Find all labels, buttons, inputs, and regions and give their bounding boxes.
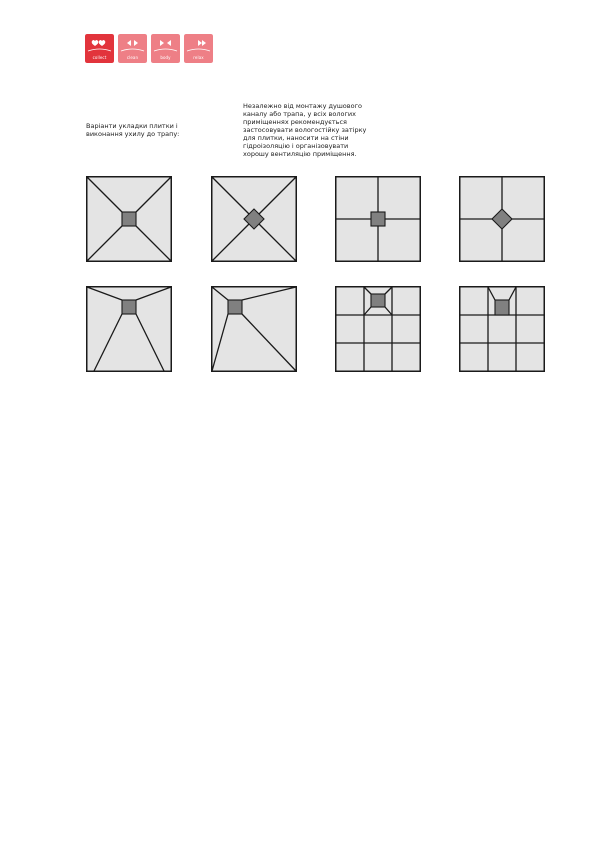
pattern-7-icon (335, 286, 421, 372)
tile-pattern-5 (86, 286, 172, 372)
intro-text: Варіанти укладки плитки і виконання ухилу до трапу: (86, 122, 180, 138)
tile-pattern-8 (459, 286, 545, 372)
drain-square (495, 300, 509, 315)
drain-square (228, 300, 242, 314)
tile-pattern-7 (335, 286, 421, 372)
pattern-4-icon (459, 176, 545, 262)
logo-label: collect (92, 55, 107, 60)
pattern-1-icon (86, 176, 172, 262)
logo-row (85, 34, 213, 63)
tile-pattern-1 (86, 176, 172, 262)
note-text: Незалежно від монтажу душового каналу або трапа, у всіх вологих приміщеннях рекомендується застосовувати вологостійку затірку для плитки, наносити на стіни гідроізоляцію і організовувати хорошу вентиляцію приміщення. (243, 102, 367, 158)
logo-label: body (160, 55, 171, 60)
tile-pattern-4 (459, 176, 545, 262)
pattern-6-icon (211, 286, 297, 372)
pattern-8-icon (459, 286, 545, 372)
logo-body (151, 34, 180, 63)
tile-pattern-3 (335, 176, 421, 262)
logo-relax (184, 34, 213, 63)
tile-pattern-6 (211, 286, 297, 372)
tile-pattern-2 (211, 176, 297, 262)
pattern-5-icon (86, 286, 172, 372)
logo-label: relax (193, 55, 204, 60)
pattern-2-icon (211, 176, 297, 262)
drain-square (371, 212, 385, 226)
drain-square (122, 300, 136, 314)
logo-collect (85, 34, 114, 63)
drain-square (371, 294, 385, 307)
logo-clean (118, 34, 147, 63)
drain-square (122, 212, 136, 226)
pattern-3-icon (335, 176, 421, 262)
logo-label: clean (126, 55, 139, 60)
